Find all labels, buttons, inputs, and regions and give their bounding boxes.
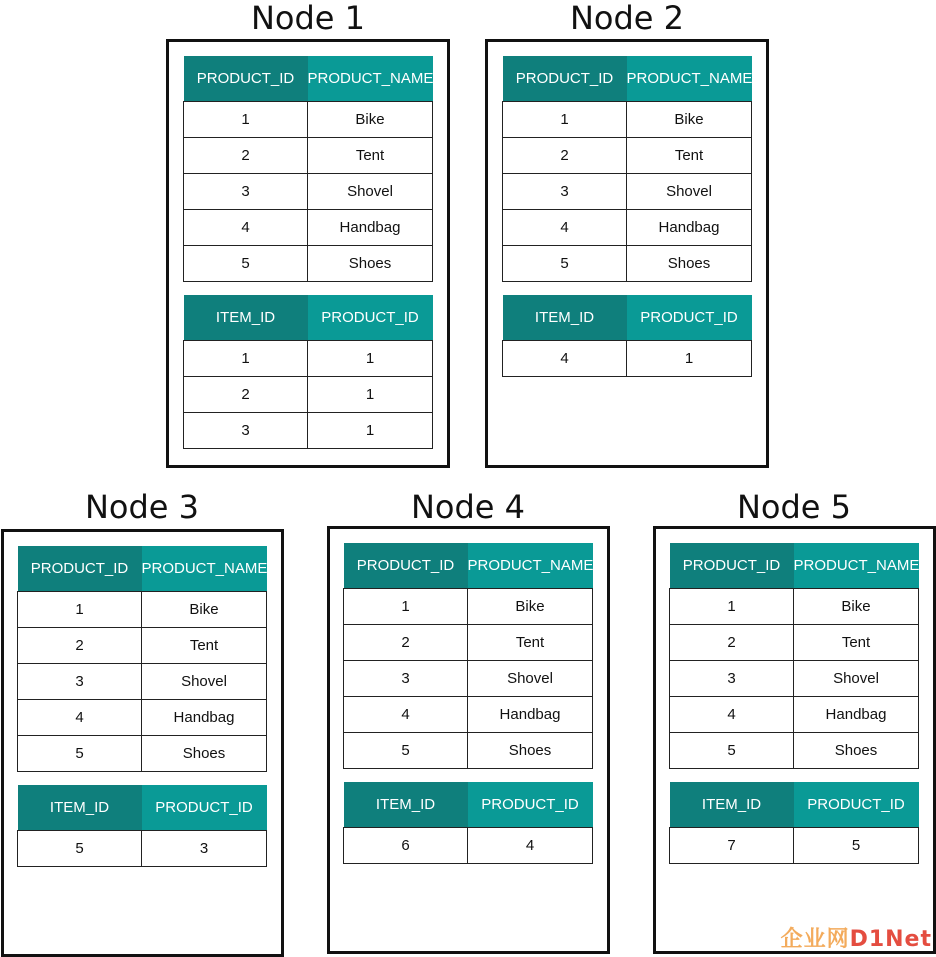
table-row [184, 377, 433, 413]
column-header: PRODUCT_NAME [142, 546, 267, 592]
table-row [184, 341, 433, 377]
table-cell: 3 [184, 174, 308, 210]
table-cell: 3 [142, 831, 267, 867]
table-cell: 2 [184, 377, 308, 413]
column-header: PRODUCT_ID [503, 56, 627, 102]
table-cell: Tent [794, 625, 919, 661]
column-header: PRODUCT_NAME [308, 56, 433, 102]
header-row [503, 295, 752, 341]
table-row [670, 828, 919, 864]
table-cell: Tent [308, 138, 433, 174]
table-cell: 4 [468, 828, 593, 864]
table-cell: Bike [142, 592, 267, 628]
table-row [344, 661, 593, 697]
table-row [18, 628, 267, 664]
table-cell: 5 [184, 246, 308, 282]
watermark-logo [781, 922, 932, 953]
table-cell: Shovel [627, 174, 752, 210]
table-row [184, 246, 433, 282]
table-cell: Handbag [468, 697, 593, 733]
node-2 [485, 0, 769, 468]
header-row [670, 543, 919, 589]
column-header: ITEM_ID [184, 295, 308, 341]
table-cell: Bike [468, 589, 593, 625]
column-header: PRODUCT_NAME [468, 543, 593, 589]
header-row [344, 782, 593, 828]
column-header: PRODUCT_ID [794, 782, 919, 828]
table-row [344, 828, 593, 864]
table-cell: Shoes [468, 733, 593, 769]
table-cell: 5 [794, 828, 919, 864]
table-cell: Shovel [308, 174, 433, 210]
column-header: PRODUCT_ID [468, 782, 593, 828]
table-cell: 2 [18, 628, 142, 664]
table-cell: 3 [670, 661, 794, 697]
table-cell: 7 [670, 828, 794, 864]
watermark-brand: D1Net [849, 927, 932, 952]
table-cell: 1 [308, 341, 433, 377]
header-row [344, 543, 593, 589]
table-row [184, 138, 433, 174]
items-table [183, 295, 433, 449]
table-cell: 5 [18, 736, 142, 772]
table-cell: 5 [344, 733, 468, 769]
table-cell: 1 [184, 102, 308, 138]
table-cell: 1 [18, 592, 142, 628]
column-header: PRODUCT_ID [18, 546, 142, 592]
watermark-prefix: 企业网 [780, 927, 850, 952]
table-cell: 3 [503, 174, 627, 210]
table-cell: 3 [344, 661, 468, 697]
products-table [502, 56, 752, 282]
table-row [344, 733, 593, 769]
table-row [18, 664, 267, 700]
node-4 [326, 489, 610, 957]
table-row [670, 733, 919, 769]
items-table [343, 782, 593, 864]
node-title: Node 4 [410, 488, 526, 526]
table-cell: Shoes [308, 246, 433, 282]
table-cell: 1 [308, 377, 433, 413]
column-header: PRODUCT_ID [308, 295, 433, 341]
node-title: Node 3 [84, 488, 200, 526]
table-cell: 4 [503, 341, 627, 377]
table-row [18, 700, 267, 736]
column-header: PRODUCT_ID [627, 295, 752, 341]
table-cell: 1 [308, 413, 433, 449]
table-cell: 6 [344, 828, 468, 864]
table-row [18, 592, 267, 628]
table-row [344, 697, 593, 733]
table-cell: Handbag [142, 700, 267, 736]
products-table [669, 543, 919, 769]
table-cell: 1 [344, 589, 468, 625]
products-table [183, 56, 433, 282]
node-title: Node 1 [250, 0, 366, 37]
header-row [184, 56, 433, 102]
items-table [502, 295, 752, 377]
table-cell: 5 [18, 831, 142, 867]
table-cell: 2 [503, 138, 627, 174]
table-cell: 5 [670, 733, 794, 769]
header-row [503, 56, 752, 102]
table-cell: 4 [18, 700, 142, 736]
table-row [184, 413, 433, 449]
table-row [503, 138, 752, 174]
table-row [184, 102, 433, 138]
column-header: ITEM_ID [503, 295, 627, 341]
table-row [503, 102, 752, 138]
table-row [184, 174, 433, 210]
table-cell: 3 [184, 413, 308, 449]
table-cell: 4 [670, 697, 794, 733]
node-3 [0, 489, 284, 957]
table-cell: Shoes [627, 246, 752, 282]
table-cell: Shoes [794, 733, 919, 769]
table-row [670, 625, 919, 661]
table-row [670, 661, 919, 697]
table-row [344, 589, 593, 625]
header-row [18, 546, 267, 592]
items-table [17, 785, 267, 867]
table-row [18, 831, 267, 867]
table-cell: 4 [503, 210, 627, 246]
column-header: ITEM_ID [670, 782, 794, 828]
table-cell: Handbag [308, 210, 433, 246]
table-row [670, 589, 919, 625]
table-row [670, 697, 919, 733]
table-cell: Tent [468, 625, 593, 661]
table-cell: 4 [344, 697, 468, 733]
table-cell: Handbag [794, 697, 919, 733]
table-cell: 1 [670, 589, 794, 625]
column-header: PRODUCT_ID [142, 785, 267, 831]
column-header: PRODUCT_NAME [794, 543, 919, 589]
table-cell: 1 [184, 341, 308, 377]
table-cell: Shovel [794, 661, 919, 697]
column-header: PRODUCT_ID [344, 543, 468, 589]
table-cell: Tent [142, 628, 267, 664]
table-row [344, 625, 593, 661]
table-row [503, 174, 752, 210]
table-cell: 3 [18, 664, 142, 700]
table-cell: Handbag [627, 210, 752, 246]
table-cell: 4 [184, 210, 308, 246]
table-row [503, 210, 752, 246]
header-row [184, 295, 433, 341]
node-title: Node 5 [736, 488, 852, 526]
table-cell: 2 [670, 625, 794, 661]
table-cell: 2 [344, 625, 468, 661]
header-row [670, 782, 919, 828]
node-1 [166, 0, 450, 468]
node-title: Node 2 [569, 0, 685, 37]
header-row [18, 785, 267, 831]
table-cell: Bike [308, 102, 433, 138]
table-cell: 1 [627, 341, 752, 377]
column-header: ITEM_ID [18, 785, 142, 831]
table-cell: 2 [184, 138, 308, 174]
table-row [503, 246, 752, 282]
products-table [17, 546, 267, 772]
table-row [184, 210, 433, 246]
table-cell: Shovel [468, 661, 593, 697]
table-row [18, 736, 267, 772]
column-header: PRODUCT_NAME [627, 56, 752, 102]
table-cell: 1 [503, 102, 627, 138]
table-row [503, 341, 752, 377]
table-cell: Bike [794, 589, 919, 625]
table-cell: 5 [503, 246, 627, 282]
table-cell: Tent [627, 138, 752, 174]
table-cell: Shovel [142, 664, 267, 700]
node-5 [652, 489, 936, 957]
table-cell: Bike [627, 102, 752, 138]
column-header: ITEM_ID [344, 782, 468, 828]
table-cell: Shoes [142, 736, 267, 772]
column-header: PRODUCT_ID [184, 56, 308, 102]
column-header: PRODUCT_ID [670, 543, 794, 589]
products-table [343, 543, 593, 769]
items-table [669, 782, 919, 864]
